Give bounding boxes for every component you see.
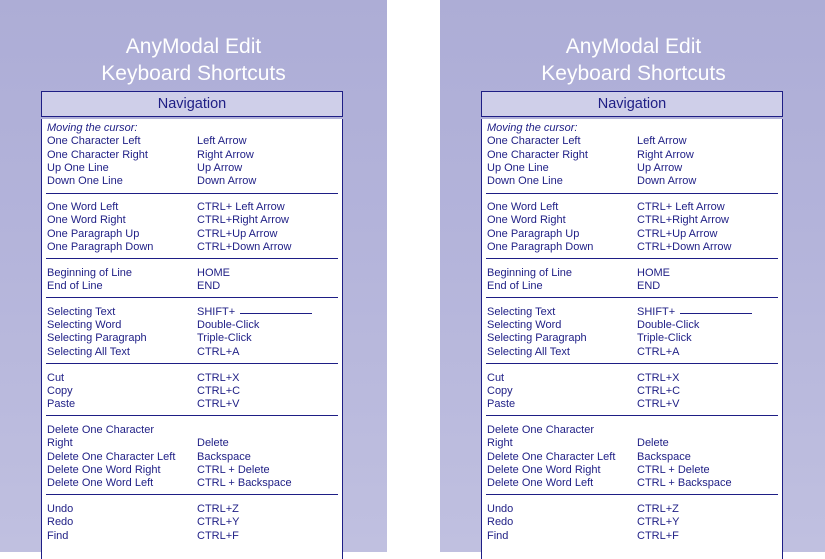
shortcut-row bbox=[42, 201, 342, 214]
shortcut-keys-text: CTRL+F bbox=[637, 529, 679, 542]
shortcut-keys-text: CTRL+V bbox=[197, 398, 240, 411]
shortcut-keys-text: CTRL+Right Arrow bbox=[637, 214, 730, 227]
shortcut-row bbox=[482, 214, 782, 227]
shortcut-action: End of Line bbox=[47, 280, 103, 292]
shortcut-row bbox=[42, 437, 342, 450]
shortcut-keys-text: Left Arrow bbox=[637, 135, 687, 148]
shortcut-action: Down One Line bbox=[47, 175, 123, 188]
shortcut-keys bbox=[197, 162, 242, 175]
shortcut-action: Delete One Word Left bbox=[487, 477, 594, 490]
shortcut-action: Undo bbox=[47, 502, 74, 515]
shortcut-row bbox=[42, 135, 342, 148]
shortcut-keys-text: Right Arrow bbox=[197, 148, 254, 161]
group-divider bbox=[486, 258, 778, 259]
shortcut-action: Find bbox=[47, 529, 69, 542]
shortcut-keys-text: CTRL+Z bbox=[197, 502, 239, 515]
shortcut-keys bbox=[637, 267, 670, 280]
shortcut-keys bbox=[197, 451, 251, 464]
shortcut-action: Selecting All Text bbox=[487, 345, 570, 358]
shortcut-row bbox=[482, 149, 782, 162]
shortcut-row bbox=[482, 451, 782, 464]
shortcut-action: Copy bbox=[47, 384, 73, 397]
shortcut-keys bbox=[197, 135, 247, 148]
shortcut-row bbox=[482, 175, 782, 188]
caption-moving-cursor bbox=[482, 122, 782, 135]
shortcut-keys-text: SHIFT+ bbox=[637, 305, 676, 318]
shortcut-row bbox=[482, 162, 782, 175]
shortcut-row bbox=[42, 267, 342, 280]
shortcut-action: Delete One Word Right bbox=[47, 463, 161, 476]
sheet-title-line2: Keyboard Shortcuts bbox=[101, 62, 286, 85]
shortcut-row bbox=[42, 149, 342, 162]
shortcut-action: One Paragraph Down bbox=[487, 240, 594, 253]
shortcut-keys-text: CTRL+Down Arrow bbox=[637, 240, 732, 253]
shortcut-keys bbox=[637, 228, 717, 241]
shortcut-keys bbox=[197, 306, 312, 319]
shortcut-action: Delete One Character bbox=[47, 423, 154, 436]
shortcut-keys-text: Triple-Click bbox=[197, 332, 252, 345]
caption-text: Moving the cursor: bbox=[47, 122, 138, 134]
group-divider bbox=[46, 193, 338, 194]
shortcut-keys-text: Left Arrow bbox=[197, 135, 247, 148]
fill-in-blank-line bbox=[680, 313, 752, 314]
shortcut-row bbox=[482, 385, 782, 398]
group-divider bbox=[486, 494, 778, 495]
shortcut-sheet-left bbox=[0, 0, 387, 552]
shortcut-keys-text: CTRL+Up Arrow bbox=[197, 227, 278, 240]
group-divider bbox=[46, 297, 338, 298]
shortcut-keys bbox=[637, 503, 679, 516]
caption-moving-cursor bbox=[42, 122, 342, 135]
shortcut-row bbox=[42, 372, 342, 385]
shortcut-keys-text: CTRL+Down Arrow bbox=[197, 240, 292, 253]
section-header-navigation: Navigation bbox=[41, 91, 343, 117]
shortcut-action: Find bbox=[487, 529, 509, 542]
shortcut-keys bbox=[637, 306, 752, 319]
shortcut-keys bbox=[197, 477, 292, 490]
shortcut-action: Beginning of Line bbox=[47, 266, 133, 279]
shortcut-keys-text: Delete bbox=[197, 437, 229, 450]
shortcut-action: Up One Line bbox=[47, 161, 109, 174]
group-divider bbox=[486, 415, 778, 416]
group-divider bbox=[46, 258, 338, 259]
shortcut-action: One Word Left bbox=[47, 201, 119, 213]
shortcut-action: One Character Right bbox=[487, 148, 588, 161]
shortcut-action: One Word Right bbox=[47, 214, 126, 227]
shortcut-action: One Character Left bbox=[47, 135, 141, 148]
section-header-navigation: Navigation bbox=[481, 91, 783, 117]
shortcut-keys-text: CTRL+C bbox=[637, 384, 681, 397]
shortcut-keys bbox=[637, 464, 710, 477]
shortcut-row bbox=[482, 437, 782, 450]
shortcut-row bbox=[482, 280, 782, 293]
shortcut-keys bbox=[637, 241, 731, 254]
shortcut-keys-text: CTRL+Up Arrow bbox=[637, 227, 718, 240]
shortcut-keys-text: Double-Click bbox=[197, 319, 260, 332]
shortcut-row bbox=[482, 372, 782, 385]
shortcut-row bbox=[42, 424, 342, 437]
shortcut-keys bbox=[637, 135, 687, 148]
sheet-title-line1: AnyModal Edit bbox=[565, 35, 702, 58]
shortcut-keys bbox=[637, 385, 680, 398]
shortcut-keys-text: Down Arrow bbox=[637, 175, 697, 188]
caption-text: Moving the cursor: bbox=[487, 122, 578, 134]
shortcut-row bbox=[482, 398, 782, 411]
shortcut-keys bbox=[197, 267, 230, 280]
shortcut-keys-text: Up Arrow bbox=[637, 161, 683, 174]
shortcut-keys-text: CTRL+X bbox=[637, 371, 680, 384]
shortcut-keys-text: CTRL+Z bbox=[637, 502, 679, 515]
shortcut-row bbox=[42, 228, 342, 241]
shortcut-keys bbox=[197, 280, 220, 293]
shortcut-action: Selecting All Text bbox=[47, 345, 130, 358]
shortcut-row bbox=[42, 477, 342, 490]
shortcut-action: Selecting Text bbox=[487, 305, 556, 318]
shortcut-keys-text: Backspace bbox=[197, 450, 251, 463]
shortcut-row bbox=[42, 516, 342, 529]
shortcut-action: Right bbox=[47, 437, 73, 450]
shortcut-keys bbox=[197, 503, 239, 516]
shortcut-row bbox=[482, 477, 782, 490]
shortcut-keys bbox=[197, 398, 240, 411]
shortcut-action: One Paragraph Up bbox=[487, 227, 580, 240]
shortcut-keys bbox=[637, 319, 699, 332]
group-divider bbox=[46, 363, 338, 364]
shortcut-row bbox=[42, 398, 342, 411]
shortcut-row bbox=[482, 332, 782, 345]
shortcut-row bbox=[42, 332, 342, 345]
shortcut-action: Undo bbox=[487, 502, 514, 515]
shortcut-action: One Character Left bbox=[487, 135, 581, 148]
shortcut-action: Redo bbox=[487, 516, 514, 529]
shortcut-keys bbox=[637, 201, 725, 214]
shortcut-row bbox=[42, 175, 342, 188]
shortcut-keys-text: CTRL+F bbox=[197, 529, 239, 542]
shortcut-keys-text: SHIFT+ bbox=[197, 305, 236, 318]
shortcut-keys bbox=[197, 516, 240, 529]
shortcut-keys-text: CTRL + Delete bbox=[197, 463, 270, 476]
shortcut-action: Selecting Word bbox=[487, 319, 562, 332]
shortcut-keys bbox=[197, 332, 252, 345]
group-divider bbox=[46, 494, 338, 495]
shortcut-keys bbox=[197, 530, 239, 543]
shortcut-row bbox=[42, 241, 342, 254]
shortcut-keys bbox=[197, 241, 291, 254]
shortcut-keys bbox=[637, 162, 682, 175]
shortcut-keys bbox=[637, 516, 680, 529]
shortcut-keys bbox=[197, 214, 289, 227]
shortcut-row bbox=[42, 306, 342, 319]
shortcut-keys-text: CTRL+A bbox=[637, 345, 680, 358]
shortcut-keys bbox=[637, 530, 679, 543]
shortcut-action: Cut bbox=[487, 371, 505, 384]
shortcut-action: Selecting Paragraph bbox=[487, 332, 587, 345]
shortcut-action: Down One Line bbox=[487, 175, 563, 188]
shortcut-keys-text: CTRL+Right Arrow bbox=[197, 214, 290, 227]
shortcut-keys-text: CTRL + Delete bbox=[637, 463, 710, 476]
shortcut-action: One Word Left bbox=[487, 201, 559, 213]
group-divider bbox=[486, 297, 778, 298]
group-divider bbox=[486, 363, 778, 364]
shortcut-keys-text: CTRL+Y bbox=[197, 516, 240, 529]
shortcut-keys bbox=[197, 319, 259, 332]
shortcut-keys-text: CTRL+Y bbox=[637, 516, 680, 529]
shortcut-keys-text: HOME bbox=[637, 266, 670, 279]
shortcut-keys bbox=[637, 372, 680, 385]
shortcut-action: Delete One Character Left bbox=[487, 450, 616, 463]
shortcut-sheet-right bbox=[440, 0, 825, 552]
shortcut-row bbox=[42, 214, 342, 227]
shortcut-keys-text: HOME bbox=[197, 266, 230, 279]
sheet-title-line2: Keyboard Shortcuts bbox=[541, 62, 726, 85]
shortcut-keys-text: CTRL+X bbox=[197, 371, 240, 384]
shortcut-list bbox=[41, 119, 343, 559]
shortcut-row bbox=[482, 346, 782, 359]
shortcut-action: Selecting Word bbox=[47, 319, 122, 332]
shortcut-row bbox=[482, 267, 782, 280]
shortcut-keys-text: CTRL+ Left Arrow bbox=[197, 201, 285, 213]
shortcut-row bbox=[482, 319, 782, 332]
shortcut-keys bbox=[637, 214, 729, 227]
shortcut-row bbox=[482, 530, 782, 543]
shortcut-keys bbox=[197, 346, 240, 359]
shortcut-keys bbox=[637, 451, 691, 464]
shortcut-keys-text: CTRL + Backspace bbox=[197, 477, 292, 490]
shortcut-keys bbox=[637, 477, 732, 490]
shortcut-keys bbox=[197, 201, 285, 214]
shortcut-action: Copy bbox=[487, 384, 513, 397]
shortcut-row bbox=[482, 201, 782, 214]
shortcut-action: Paste bbox=[47, 398, 76, 411]
shortcut-keys-text: Double-Click bbox=[637, 319, 700, 332]
shortcut-row bbox=[42, 451, 342, 464]
shortcut-keys-text: Triple-Click bbox=[637, 332, 692, 345]
shortcut-row bbox=[42, 162, 342, 175]
shortcut-action: One Character Right bbox=[47, 148, 148, 161]
shortcut-keys bbox=[197, 228, 277, 241]
shortcut-keys-text: Backspace bbox=[637, 450, 691, 463]
shortcut-action: One Word Right bbox=[487, 214, 566, 227]
shortcut-row bbox=[482, 516, 782, 529]
shortcut-keys-text: Down Arrow bbox=[197, 175, 257, 188]
shortcut-keys-text: CTRL+ Left Arrow bbox=[637, 201, 725, 213]
shortcut-row bbox=[482, 135, 782, 148]
shortcut-row bbox=[42, 464, 342, 477]
shortcut-action: One Paragraph Up bbox=[47, 227, 140, 240]
shortcut-action: Delete One Word Left bbox=[47, 477, 154, 490]
shortcut-keys bbox=[197, 385, 240, 398]
shortcut-keys-text: Up Arrow bbox=[197, 161, 243, 174]
shortcut-keys-text: CTRL+A bbox=[197, 345, 240, 358]
shortcut-action: Selecting Paragraph bbox=[47, 332, 147, 345]
shortcut-row bbox=[42, 503, 342, 516]
shortcut-keys bbox=[637, 332, 692, 345]
shortcut-keys bbox=[197, 175, 256, 188]
shortcut-row bbox=[42, 346, 342, 359]
shortcut-row bbox=[42, 385, 342, 398]
shortcut-list bbox=[481, 119, 783, 559]
shortcut-row bbox=[482, 424, 782, 437]
shortcut-keys bbox=[637, 149, 694, 162]
shortcut-keys bbox=[197, 437, 229, 450]
shortcut-row bbox=[482, 241, 782, 254]
shortcut-row bbox=[482, 464, 782, 477]
shortcut-action: Delete One Character bbox=[487, 423, 594, 436]
shortcut-action: Delete One Character Left bbox=[47, 450, 176, 463]
shortcut-keys bbox=[637, 175, 696, 188]
shortcut-row bbox=[42, 530, 342, 543]
shortcut-keys-text: Right Arrow bbox=[637, 148, 694, 161]
shortcut-action: Paste bbox=[487, 398, 516, 411]
shortcut-keys-text: END bbox=[197, 280, 221, 292]
shortcut-row bbox=[482, 228, 782, 241]
shortcut-action: Beginning of Line bbox=[487, 266, 573, 279]
shortcut-keys-text: Delete bbox=[637, 437, 669, 450]
fill-in-blank-line bbox=[240, 313, 312, 314]
shortcut-keys bbox=[197, 149, 254, 162]
sheet-title-line1: AnyModal Edit bbox=[125, 35, 262, 58]
shortcut-keys-text: END bbox=[637, 280, 661, 292]
shortcut-action: One Paragraph Down bbox=[47, 240, 154, 253]
group-divider bbox=[486, 193, 778, 194]
shortcut-action: Up One Line bbox=[487, 161, 549, 174]
shortcut-action: Cut bbox=[47, 371, 65, 384]
group-divider bbox=[46, 415, 338, 416]
shortcut-keys-text: CTRL + Backspace bbox=[637, 477, 732, 490]
shortcut-row bbox=[42, 319, 342, 332]
shortcut-action: Delete One Word Right bbox=[487, 463, 601, 476]
shortcut-keys-text: CTRL+C bbox=[197, 384, 241, 397]
shortcut-action: Selecting Text bbox=[47, 305, 116, 318]
shortcut-action: Redo bbox=[47, 516, 74, 529]
shortcut-keys-text: CTRL+V bbox=[637, 398, 680, 411]
shortcut-row bbox=[42, 280, 342, 293]
shortcut-keys bbox=[637, 398, 680, 411]
shortcut-keys bbox=[637, 346, 680, 359]
shortcut-keys bbox=[197, 464, 270, 477]
shortcut-action: Right bbox=[487, 437, 513, 450]
shortcut-action: End of Line bbox=[487, 280, 543, 292]
shortcut-keys bbox=[637, 280, 660, 293]
shortcut-keys bbox=[197, 372, 240, 385]
shortcut-keys bbox=[637, 437, 669, 450]
shortcut-row bbox=[482, 503, 782, 516]
shortcut-row bbox=[482, 306, 782, 319]
